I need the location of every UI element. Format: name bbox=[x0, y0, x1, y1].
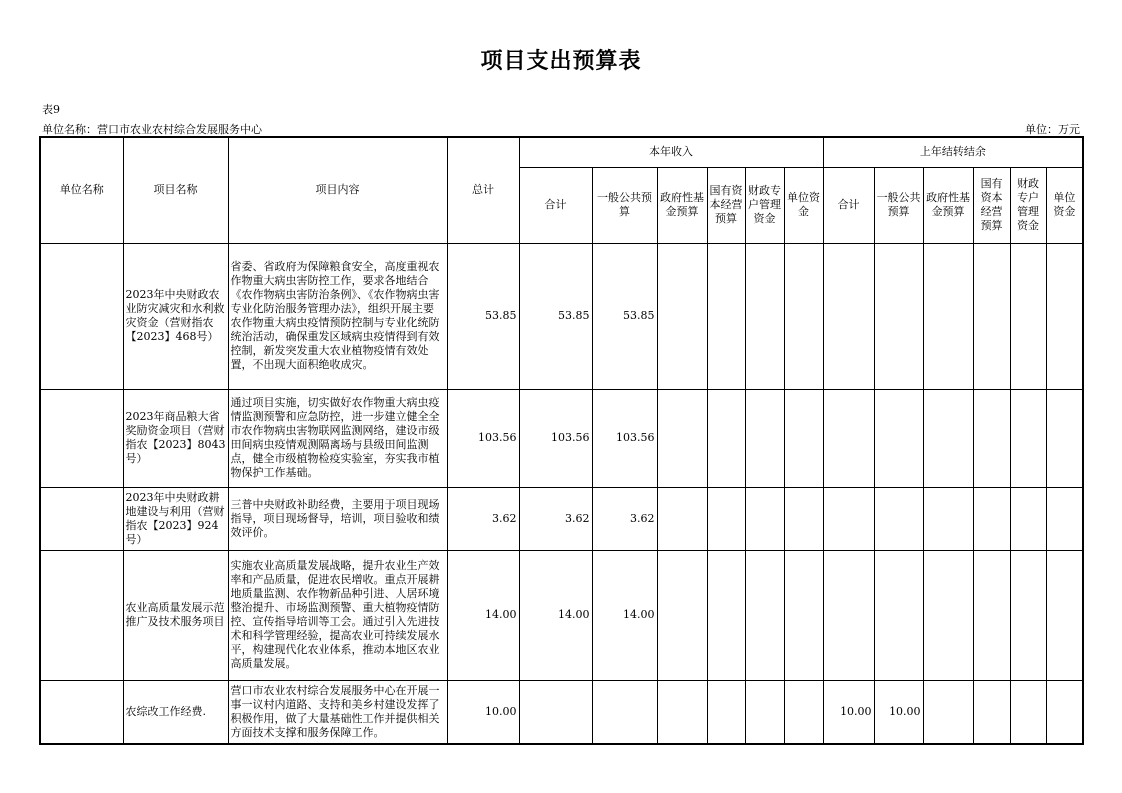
cell-project-content: 通过项目实施，切实做好农作物重大病虫疫情监测预警和应急防控，进一步建立健全全市农作物病虫害物联网监测网络，建设市级田间病虫疫情观测隔离场与县级田间监测点，健全市级植物检疫实验室，夯实我市植物保护工作基础。 bbox=[228, 389, 447, 487]
currency-unit-label: 单位：万元 bbox=[1025, 123, 1080, 136]
cell-co-unit-fund bbox=[1046, 389, 1083, 487]
cell-co-unit-fund bbox=[1046, 243, 1083, 389]
form-number: 表9 bbox=[42, 103, 60, 116]
cell-cur-gov-fund bbox=[657, 389, 707, 487]
cell-co-subtotal: 10.00 bbox=[823, 680, 874, 744]
header-cur-gov-fund: 政府性基金预算 bbox=[657, 167, 707, 243]
cell-cur-gov-fund bbox=[657, 550, 707, 680]
header-unit-name: 单位名称 bbox=[40, 137, 123, 243]
cell-co-gov-fund bbox=[923, 550, 973, 680]
cell-unit-name bbox=[40, 550, 123, 680]
cell-cur-subtotal bbox=[519, 680, 592, 744]
cell-co-general-budget: 10.00 bbox=[874, 680, 923, 744]
table-row bbox=[40, 389, 1083, 487]
cell-co-soe-capital bbox=[973, 550, 1010, 680]
cell-cur-subtotal: 103.56 bbox=[519, 389, 592, 487]
budget-table bbox=[39, 136, 1084, 745]
header-project-name: 项目名称 bbox=[123, 137, 228, 243]
cell-unit-name bbox=[40, 389, 123, 487]
cell-cur-general-budget bbox=[592, 680, 657, 744]
header-co-general-budget: 一般公共预算 bbox=[874, 167, 923, 243]
cell-project-content: 省委、省政府为保障粮食安全，高度重视农作物重大病虫害防控工作，要求各地结合《农作物病虫害防治条例》、《农作物病虫害专业化防治服务管理办法》，组织开展主要农作物重大病虫疫情预防控制与专业化统防统治活动，确保重发区域病虫疫情得到有效控制，新发突发重大农业植物疫情有效处置，不出现大面积绝收成灾。 bbox=[228, 243, 447, 389]
header-co-soe-capital: 国有资本经营预算 bbox=[973, 167, 1010, 243]
cell-cur-soe-capital bbox=[707, 680, 745, 744]
cell-unit-name bbox=[40, 680, 123, 744]
cell-cur-special-mgmt bbox=[745, 550, 784, 680]
header-cur-unit-fund: 单位资金 bbox=[784, 167, 823, 243]
cell-co-general-budget bbox=[874, 487, 923, 550]
cell-cur-general-budget: 14.00 bbox=[592, 550, 657, 680]
cell-cur-general-budget: 3.62 bbox=[592, 487, 657, 550]
cell-cur-general-budget: 53.85 bbox=[592, 243, 657, 389]
table-row bbox=[40, 550, 1083, 680]
header-cur-subtotal: 合计 bbox=[519, 167, 592, 243]
cell-co-gov-fund bbox=[923, 243, 973, 389]
cell-cur-soe-capital bbox=[707, 389, 745, 487]
header-cur-special-mgmt: 财政专户管理资金 bbox=[745, 167, 784, 243]
cell-total: 3.62 bbox=[447, 487, 519, 550]
cell-co-subtotal bbox=[823, 550, 874, 680]
cell-cur-unit-fund bbox=[784, 487, 823, 550]
cell-co-soe-capital bbox=[973, 243, 1010, 389]
cell-cur-soe-capital bbox=[707, 487, 745, 550]
cell-co-subtotal bbox=[823, 243, 874, 389]
cell-co-soe-capital bbox=[973, 487, 1010, 550]
cell-project-name: 2023年商品粮大省奖励资金项目（营财指农【2023】8043号） bbox=[123, 389, 228, 487]
table-row bbox=[40, 680, 1083, 744]
cell-co-general-budget bbox=[874, 243, 923, 389]
cell-cur-subtotal: 3.62 bbox=[519, 487, 592, 550]
cell-cur-special-mgmt bbox=[745, 389, 784, 487]
header-co-subtotal: 合计 bbox=[823, 167, 874, 243]
cell-cur-special-mgmt bbox=[745, 487, 784, 550]
cell-cur-gov-fund bbox=[657, 243, 707, 389]
cell-co-special-mgmt bbox=[1010, 243, 1046, 389]
header-current-income: 本年收入 bbox=[519, 137, 823, 167]
cell-co-unit-fund bbox=[1046, 487, 1083, 550]
cell-cur-subtotal: 14.00 bbox=[519, 550, 592, 680]
cell-cur-soe-capital bbox=[707, 243, 745, 389]
table-row bbox=[40, 243, 1083, 389]
cell-co-subtotal bbox=[823, 487, 874, 550]
cell-co-general-budget bbox=[874, 550, 923, 680]
cell-project-name: 2023年中央财政耕地建设与利用（营财指农【2023】924号） bbox=[123, 487, 228, 550]
cell-cur-gov-fund bbox=[657, 680, 707, 744]
header-carryover: 上年结转结余 bbox=[823, 137, 1083, 167]
cell-project-content: 营口市农业农村综合发展服务中心在开展一事一议村内道路、支持和美乡村建设发挥了积极作用，做了大量基础性工作并提供相关方面技术支撑和服务保障工作。 bbox=[228, 680, 447, 744]
cell-total: 103.56 bbox=[447, 389, 519, 487]
cell-project-name: 农综改工作经费. bbox=[123, 680, 228, 744]
header-total: 总计 bbox=[447, 137, 519, 243]
page-title: 项目支出预算表 bbox=[480, 49, 642, 74]
header-co-unit-fund: 单位资金 bbox=[1046, 167, 1083, 243]
cell-total: 14.00 bbox=[447, 550, 519, 680]
header-co-special-mgmt: 财政专户管理资金 bbox=[1010, 167, 1046, 243]
cell-project-name: 农业高质量发展示范推广及技术服务项目 bbox=[123, 550, 228, 680]
cell-cur-subtotal: 53.85 bbox=[519, 243, 592, 389]
header-cur-general-budget: 一般公共预算 bbox=[592, 167, 657, 243]
cell-cur-general-budget: 103.56 bbox=[592, 389, 657, 487]
cell-total: 53.85 bbox=[447, 243, 519, 389]
cell-co-subtotal bbox=[823, 389, 874, 487]
header-co-gov-fund: 政府性基金预算 bbox=[923, 167, 973, 243]
cell-project-name: 2023年中央财政农业防灾减灾和水利救灾资金（营财指农【2023】468号） bbox=[123, 243, 228, 389]
table-row bbox=[40, 487, 1083, 550]
cell-co-gov-fund bbox=[923, 389, 973, 487]
cell-unit-name bbox=[40, 243, 123, 389]
cell-co-gov-fund bbox=[923, 680, 973, 744]
cell-project-content: 三普中央财政补助经费，主要用于项目现场指导，项目现场督导，培训，项目验收和绩效评价。 bbox=[228, 487, 447, 550]
header-project-content: 项目内容 bbox=[228, 137, 447, 243]
cell-co-special-mgmt bbox=[1010, 680, 1046, 744]
cell-unit-name bbox=[40, 487, 123, 550]
unit-name-label: 单位名称：营口市农业农村综合发展服务中心 bbox=[42, 123, 262, 136]
cell-co-soe-capital bbox=[973, 389, 1010, 487]
cell-total: 10.00 bbox=[447, 680, 519, 744]
cell-co-unit-fund bbox=[1046, 680, 1083, 744]
cell-co-general-budget bbox=[874, 389, 923, 487]
cell-co-special-mgmt bbox=[1010, 550, 1046, 680]
cell-cur-unit-fund bbox=[784, 550, 823, 680]
cell-co-special-mgmt bbox=[1010, 389, 1046, 487]
header-row-top bbox=[40, 137, 1083, 167]
cell-cur-special-mgmt bbox=[745, 680, 784, 744]
cell-project-content: 实施农业高质量发展战略，提升农业生产效率和产品质量，促进农民增收。重点开展耕地质量监测、农作物新品种引进、人居环境整治提升、市场监测预警、重大植物疫情防控、宣传指导培训等工会。通过引入先进技术和科学管理经验，提高农业可持续发展水平，构建现代化农业体系，推动本地区农业高质量发展。 bbox=[228, 550, 447, 680]
cell-cur-unit-fund bbox=[784, 389, 823, 487]
cell-cur-soe-capital bbox=[707, 550, 745, 680]
cell-cur-special-mgmt bbox=[745, 243, 784, 389]
cell-co-unit-fund bbox=[1046, 550, 1083, 680]
cell-cur-gov-fund bbox=[657, 487, 707, 550]
header-cur-soe-capital: 国有资本经营预算 bbox=[707, 167, 745, 243]
cell-co-special-mgmt bbox=[1010, 487, 1046, 550]
cell-cur-unit-fund bbox=[784, 243, 823, 389]
cell-co-gov-fund bbox=[923, 487, 973, 550]
cell-co-soe-capital bbox=[973, 680, 1010, 744]
cell-cur-unit-fund bbox=[784, 680, 823, 744]
